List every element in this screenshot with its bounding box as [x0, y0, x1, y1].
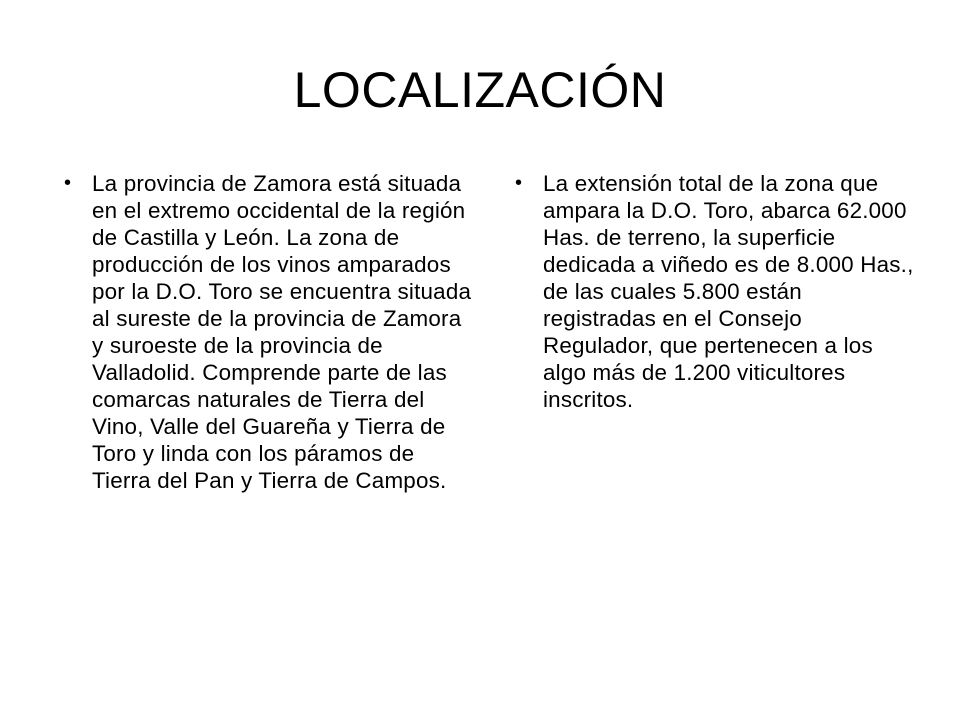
- bullet-icon: •: [515, 172, 523, 194]
- bullet-icon: •: [64, 172, 72, 194]
- right-column: [515, 170, 915, 413]
- slide-title: LOCALIZACIÓN: [293, 62, 667, 118]
- bullet-item-extension: [515, 170, 915, 413]
- extension-text: La extensión total de la zona que ampara la D.O. Toro, abarca 62.000 Has. de terreno, la superficie dedicada a viñedo es de 8.000 Has., de las cuales 5.800 están registradas en el Consejo Regulador, que pertenecen a los algo más de 1.200 viticultores inscritos.: [543, 171, 914, 412]
- left-column: [64, 170, 474, 494]
- bullet-item-location: [64, 170, 474, 494]
- location-text: La provincia de Zamora está situada en el extremo occidental de la región de Castilla y León. La zona de producción de los vinos amparados por la D.O. Toro se encuentra situada al sureste de la provincia de Zamora y suroeste de la provincia de Valladolid. Comprende parte de las comarcas naturales de Tierra del Vino, Valle del Guareña y Tierra de Toro y linda con los páramos de Tierra del Pan y Tierra de Campos.: [92, 171, 472, 493]
